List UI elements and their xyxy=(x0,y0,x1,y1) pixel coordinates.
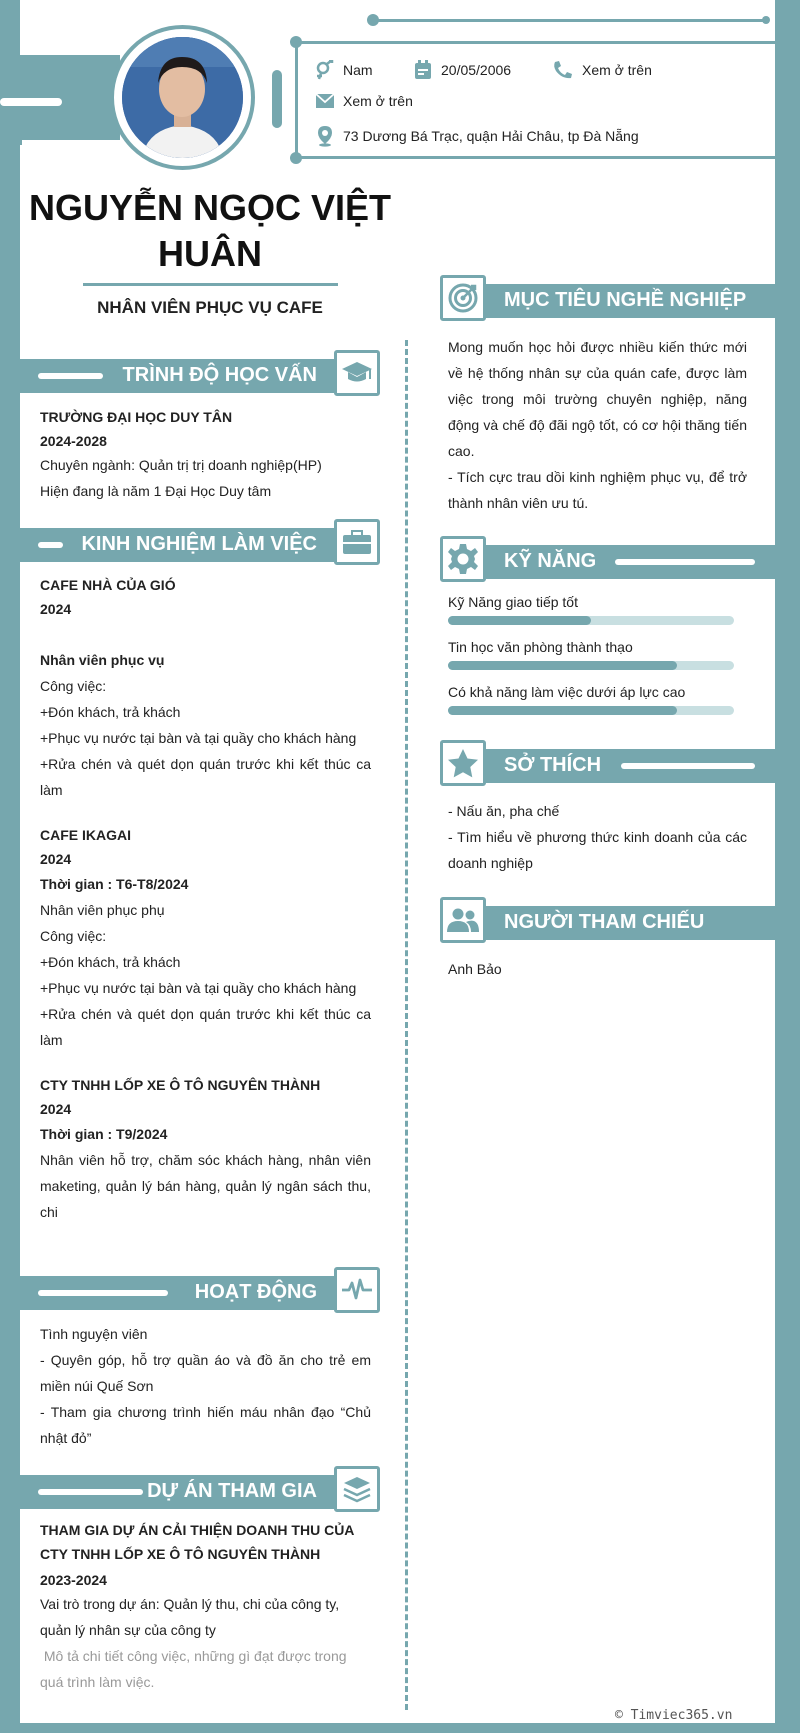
job-period: Thời gian : T9/2024 xyxy=(40,1126,168,1142)
job-duty: +Phục vụ nước tại bàn và tại quầy cho khách hàng xyxy=(40,980,357,996)
job-description: Nhân viên hỗ trợ, chăm sóc khách hàng, nhân viên maketing, quản lý bán hàng, quản lý ngân sách thu, chi xyxy=(40,1152,371,1220)
gender-row xyxy=(315,60,373,80)
target-icon xyxy=(440,275,486,321)
job-year: 2024 xyxy=(40,601,72,617)
users-icon xyxy=(440,897,486,943)
phone-icon xyxy=(552,60,574,80)
frame-bottom xyxy=(0,1723,800,1733)
job-position: Nhân viên phục phụ xyxy=(40,902,165,918)
objective-header xyxy=(440,284,775,318)
job-company: CTY TNHH LỐP XE Ô TÔ NGUYÊN THÀNH xyxy=(40,1077,321,1093)
frame-right xyxy=(775,0,800,1733)
rule-dot xyxy=(290,152,302,164)
phone-row xyxy=(552,60,652,80)
contact-rule xyxy=(295,38,298,160)
phone-value: Xem ở trên xyxy=(582,62,652,78)
reference-name: Anh Bảo xyxy=(448,961,502,977)
experience-title: KINH NGHIỆM LÀM VIỆC xyxy=(81,533,317,555)
objective-title: MỤC TIÊU NGHỀ NGHIỆP xyxy=(504,289,747,311)
birthday-value: 20/05/2006 xyxy=(441,62,512,78)
education-note: Hiện đang là năm 1 Đại Học Duy tâm xyxy=(40,483,272,499)
job-year: 2024 xyxy=(40,851,72,867)
email-icon xyxy=(315,93,335,109)
name-underline xyxy=(83,283,338,286)
hobbies-title: SỞ THÍCH xyxy=(504,754,602,776)
activities-title: HOẠT ĐỘNG xyxy=(194,1281,317,1303)
objective-paragraph: Mong muốn học hỏi được nhiều kiến thức mới về hệ thống nhân sự của quán cafe, được làm việc trong môi trường chuyên nghiệp, năng động và chế độ đãi ngộ tốt, có cơ hội thăng tiến cao. xyxy=(448,339,747,459)
projects-header xyxy=(20,1475,355,1509)
skill-bar xyxy=(448,706,734,715)
skill-bar-fill xyxy=(448,661,677,670)
header-deco-bar xyxy=(272,70,282,128)
address-value: 73 Dương Bá Trạc, quận Hải Châu, tp Đà Nẵng xyxy=(343,128,639,144)
job-period: Thời gian : T6-T8/2024 xyxy=(40,876,189,892)
briefcase-icon xyxy=(334,519,380,565)
footer-credit: © Timviec365.vn xyxy=(615,1708,733,1723)
pulse-icon xyxy=(334,1267,380,1313)
project-description-placeholder: Mô tả chi tiết công việc, những gì đạt được trong quá trình làm việc. xyxy=(40,1648,351,1690)
references-title: NGƯỜI THAM CHIẾU xyxy=(504,911,705,933)
project-role: Vai trò trong dự án: Quản lý thu, chi của công ty, quản lý nhân sự của công ty xyxy=(40,1596,340,1638)
calendar-icon xyxy=(413,60,433,80)
location-pin-icon xyxy=(315,125,335,147)
activity-line: - Tham gia chương trình hiến máu nhân đạo “Chủ nhật đỏ” xyxy=(40,1404,371,1446)
skills-title: KỸ NĂNG xyxy=(504,550,597,572)
skill-label: Kỹ Năng giao tiếp tốt xyxy=(448,594,578,610)
activities-header xyxy=(20,1276,355,1310)
star-icon xyxy=(440,740,486,786)
projects-title: DỰ ÁN THAM GIA xyxy=(147,1480,317,1502)
job-company: CAFE NHÀ CỦA GIÓ xyxy=(40,577,176,593)
job-duties-label: Công việc: xyxy=(40,678,107,694)
objective-paragraph: - Tích cực trau dồi kinh nghiệm phục vụ, để trở thành nhân viên ưu tú. xyxy=(448,469,747,511)
education-school: TRƯỜNG ĐẠI HỌC DUY TÂN xyxy=(40,409,233,425)
contact-rule xyxy=(295,41,775,44)
avatar xyxy=(122,37,243,158)
skills-header xyxy=(440,545,775,579)
address-row xyxy=(315,125,639,147)
frame-left xyxy=(0,0,20,1733)
job-year: 2024 xyxy=(40,1101,72,1117)
education-years: 2024-2028 xyxy=(40,433,107,449)
job-title: NHÂN VIÊN PHỤC VỤ CAFE xyxy=(97,298,323,317)
hobby-line: - Nấu ăn, pha chế xyxy=(448,803,560,819)
project-years: 2023-2024 xyxy=(40,1572,107,1588)
education-title: TRÌNH ĐỘ HỌC VẤN xyxy=(122,364,317,386)
skill-bar-fill xyxy=(448,706,677,715)
references-header xyxy=(440,906,775,940)
candidate-name: NGUYỄN NGỌC VIỆT HUÂN xyxy=(28,187,392,274)
layers-icon xyxy=(334,1466,380,1512)
skill-bar xyxy=(448,661,734,670)
job-duty: +Đón khách, trả khách xyxy=(40,954,181,970)
rule-dot xyxy=(290,36,302,48)
job-duty: +Đón khách, trả khách xyxy=(40,704,181,720)
project-name: THAM GIA DỰ ÁN CẢI THIỆN DOANH THU CỦA CTY TNHH LỐP XE Ô TÔ NGUYÊN THÀNH xyxy=(40,1522,354,1562)
header-rule xyxy=(372,19,767,22)
header-deco-line xyxy=(0,98,62,106)
contact-rule xyxy=(295,156,775,159)
gender-value: Nam xyxy=(343,62,373,78)
hobby-line: - Tìm hiểu về phương thức kinh doanh của các doanh nghiệp xyxy=(448,829,747,871)
skill-bar xyxy=(448,616,734,625)
skill-label: Tin học văn phòng thành thạo xyxy=(448,639,633,655)
email-row xyxy=(315,93,413,109)
job-duty: +Rửa chén và quét dọn quán trước khi kết thúc ca làm xyxy=(40,1006,371,1048)
birthday-row xyxy=(413,60,511,80)
activity-line: Tình nguyện viên xyxy=(40,1326,148,1342)
activity-line: - Quyên góp, hỗ trợ quần áo và đồ ăn cho trẻ em miền núi Quế Sơn xyxy=(40,1352,371,1394)
education-major: Chuyên ngành: Quản trị trị doanh nghiệp(HP) xyxy=(40,457,322,473)
experience-header xyxy=(20,528,355,562)
job-duty: +Phục vụ nước tại bàn và tại quầy cho khách hàng xyxy=(40,730,357,746)
gear-icon xyxy=(440,536,486,582)
skill-bar-fill xyxy=(448,616,591,625)
education-header xyxy=(20,359,355,393)
job-duty: +Rửa chén và quét dọn quán trước khi kết thúc ca làm xyxy=(40,756,371,798)
job-position: Nhân viên phục vụ xyxy=(40,652,165,668)
rule-dot xyxy=(367,14,379,26)
email-value: Xem ở trên xyxy=(343,93,413,109)
graduation-cap-icon xyxy=(334,350,380,396)
skill-label: Có khả năng làm việc dưới áp lực cao xyxy=(448,684,686,700)
rule-dot xyxy=(762,16,770,24)
job-duties-label: Công việc: xyxy=(40,928,107,944)
hobbies-header xyxy=(440,749,775,783)
gender-icon xyxy=(315,60,335,80)
column-divider xyxy=(405,340,408,1710)
job-company: CAFE IKAGAI xyxy=(40,827,131,843)
